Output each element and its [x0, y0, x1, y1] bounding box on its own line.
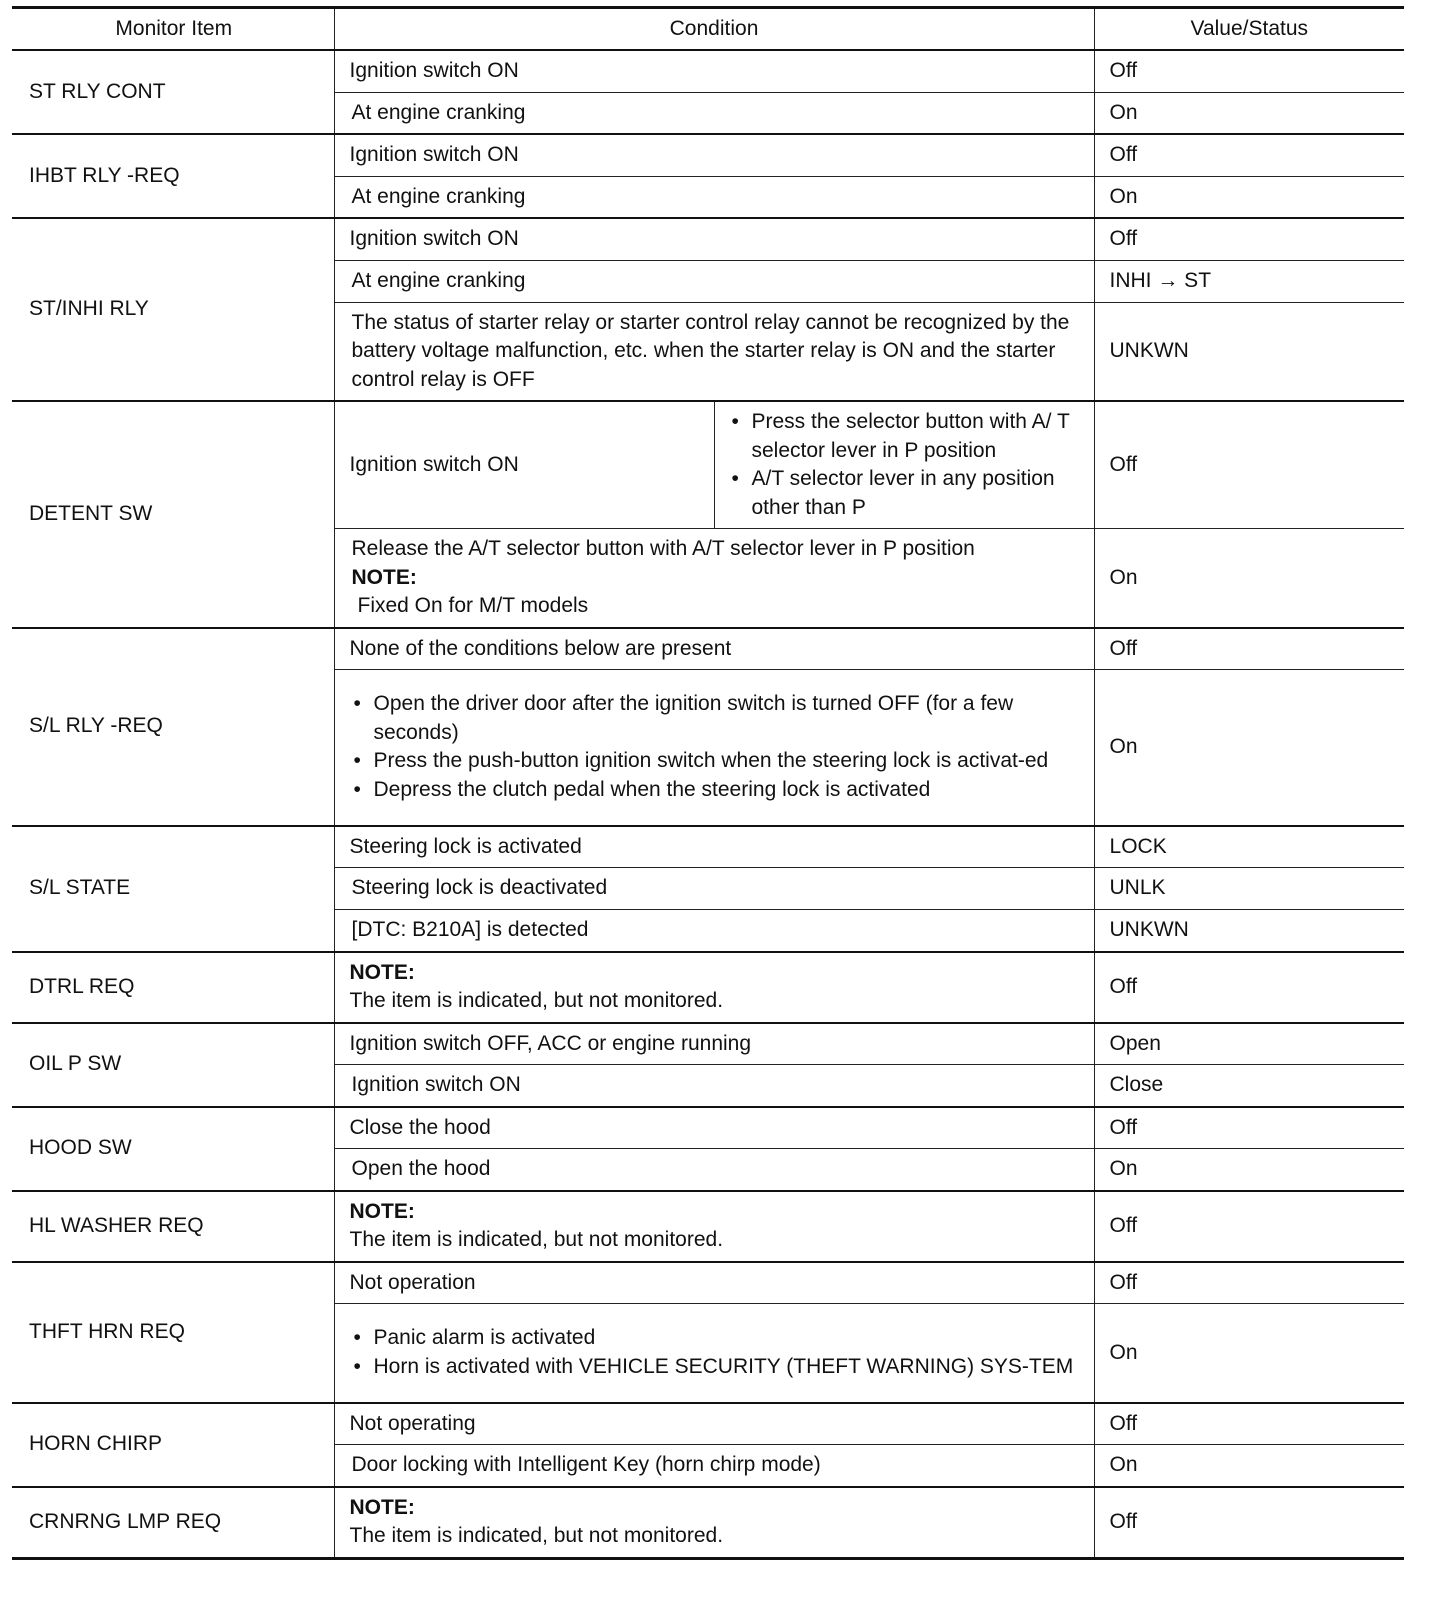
list-item: • Press the selector button with A/ T selector lever in P position	[730, 408, 1079, 465]
value-cell: Off	[1094, 1487, 1404, 1559]
condition-cell: Open the hood	[334, 1149, 1094, 1191]
value-cell: Close	[1094, 1065, 1404, 1107]
note-text: The item is indicated, but not monitored.	[349, 989, 724, 1012]
condition-cell: Door locking with Intelligent Key (horn chirp mode)	[334, 1445, 1094, 1487]
condition-cell: Ignition switch OFF, ACC or engine running	[334, 1023, 1094, 1065]
value-cell: On	[1094, 529, 1404, 628]
value-cell: Open	[1094, 1023, 1404, 1065]
table-row	[12, 1107, 1404, 1149]
monitor-item: S/L RLY -REQ	[12, 628, 334, 826]
group-thft-hrn-req	[12, 1262, 1404, 1403]
value-cell: Off	[1094, 628, 1404, 670]
value-cell: Off	[1094, 50, 1404, 92]
value-cell: Off	[1094, 1262, 1404, 1304]
bullet-list	[730, 408, 1079, 522]
monitor-item: S/L STATE	[12, 826, 334, 952]
note-label: NOTE:	[349, 960, 415, 984]
group-st-rly-cont	[12, 50, 1404, 134]
condition-cell: None of the conditions below are present	[334, 628, 1094, 670]
monitor-item: THFT HRN REQ	[12, 1262, 334, 1403]
value-cell: On	[1094, 1304, 1404, 1403]
value-cell: On	[1094, 1445, 1404, 1487]
table-row	[12, 826, 1404, 868]
condition-cell	[334, 1191, 1094, 1262]
value-cell: On	[1094, 92, 1404, 134]
header-row	[12, 8, 1404, 51]
table-row	[12, 401, 1404, 529]
condition-cell: Steering lock is activated	[334, 826, 1094, 868]
header-value-status: Value/Status	[1094, 8, 1404, 51]
condition-cell: The status of starter relay or starter control relay cannot be recognized by the battery voltage malfunction, etc. when the starter relay is ON and the starter control relay is OFF	[334, 302, 1094, 401]
bullet-list	[352, 690, 1079, 804]
list-item: • Open the driver door after the ignition switch is turned OFF (for a few seconds)	[352, 690, 1079, 747]
bullet-list	[352, 1324, 1079, 1381]
table-row	[12, 1403, 1404, 1445]
monitor-item: HOOD SW	[12, 1107, 334, 1191]
group-crnrng-lmp-req	[12, 1487, 1404, 1559]
condition-text: Release the A/T selector button with A/T selector lever in P position	[351, 537, 975, 560]
value-cell: UNLK	[1094, 868, 1404, 910]
condition-cell: At engine cranking	[334, 92, 1094, 134]
table-row	[12, 952, 1404, 1023]
list-item: • Press the push-button ignition switch when the steering lock is activat-ed	[352, 747, 1079, 776]
value-cell: Off	[1094, 218, 1404, 260]
value-cell: On	[1094, 670, 1404, 826]
group-hl-washer-req	[12, 1191, 1404, 1262]
group-horn-chirp	[12, 1403, 1404, 1487]
note-text: The item is indicated, but not monitored.	[349, 1228, 724, 1251]
note-text: The item is indicated, but not monitored.	[349, 1524, 724, 1547]
condition-cell	[334, 1487, 1094, 1559]
value-cell: Off	[1094, 952, 1404, 1023]
condition-cell: At engine cranking	[334, 176, 1094, 218]
group-sl-state	[12, 826, 1404, 952]
value-cell: Off	[1094, 1107, 1404, 1149]
monitor-item: DETENT SW	[12, 401, 334, 628]
condition-cell	[334, 529, 1094, 628]
monitor-item: ST RLY CONT	[12, 50, 334, 134]
group-hood-sw	[12, 1107, 1404, 1191]
monitor-item: HORN CHIRP	[12, 1403, 334, 1487]
value-cell: Off	[1094, 134, 1404, 176]
header-monitor-item: Monitor Item	[12, 8, 334, 51]
condition-cell: Ignition switch ON	[334, 50, 1094, 92]
list-item: • Panic alarm is activated	[352, 1324, 1079, 1353]
monitor-item: ST/INHI RLY	[12, 218, 334, 401]
value-cell: On	[1094, 176, 1404, 218]
table-row	[12, 1023, 1404, 1065]
note-label: NOTE:	[349, 1199, 415, 1223]
table-row	[12, 50, 1404, 92]
condition-detail-cell	[714, 401, 1094, 529]
table-row	[12, 1487, 1404, 1559]
table-row	[12, 134, 1404, 176]
value-cell: Off	[1094, 401, 1404, 529]
monitor-table	[12, 6, 1404, 1560]
condition-cell: Close the hood	[334, 1107, 1094, 1149]
table-row	[12, 1191, 1404, 1262]
header-condition: Condition	[334, 8, 1094, 51]
condition-cell: Ignition switch ON	[334, 1065, 1094, 1107]
condition-cell: Not operating	[334, 1403, 1094, 1445]
value-cell: UNKWN	[1094, 302, 1404, 401]
group-detent-sw	[12, 401, 1404, 628]
list-item: • Horn is activated with VEHICLE SECURITY (THEFT WARNING) SYS-TEM	[352, 1353, 1079, 1382]
monitor-item: IHBT RLY -REQ	[12, 134, 334, 218]
condition-cell: Ignition switch ON	[334, 401, 714, 529]
list-item: • A/T selector lever in any position other than P	[730, 465, 1079, 522]
condition-cell: Ignition switch ON	[334, 134, 1094, 176]
monitor-item: DTRL REQ	[12, 952, 334, 1023]
condition-cell: [DTC: B210A] is detected	[334, 910, 1094, 952]
group-dtrl-req	[12, 952, 1404, 1023]
note-label: NOTE:	[349, 1495, 415, 1519]
table-row	[12, 628, 1404, 670]
note-label: NOTE:	[351, 565, 417, 589]
condition-cell	[334, 952, 1094, 1023]
note-text: Fixed On for M/T models	[357, 594, 589, 617]
value-cell: INHI → ST	[1094, 260, 1404, 302]
value-cell: LOCK	[1094, 826, 1404, 868]
group-st-inhi-rly	[12, 218, 1404, 401]
condition-detail-cell	[334, 1304, 1094, 1403]
condition-cell: Ignition switch ON	[334, 218, 1094, 260]
condition-cell: Steering lock is deactivated	[334, 868, 1094, 910]
value-cell: Off	[1094, 1191, 1404, 1262]
group-oil-p-sw	[12, 1023, 1404, 1107]
value-cell: On	[1094, 1149, 1404, 1191]
group-ihbt-rly-req	[12, 134, 1404, 218]
monitor-item: HL WASHER REQ	[12, 1191, 334, 1262]
table-row	[12, 1262, 1404, 1304]
condition-detail-cell	[334, 670, 1094, 826]
condition-cell: Not operation	[334, 1262, 1094, 1304]
value-cell: Off	[1094, 1403, 1404, 1445]
group-sl-rly-req	[12, 628, 1404, 826]
table-row	[12, 218, 1404, 260]
condition-cell: At engine cranking	[334, 260, 1094, 302]
monitor-item: OIL P SW	[12, 1023, 334, 1107]
list-item: • Depress the clutch pedal when the steering lock is activated	[352, 776, 1079, 805]
value-cell: UNKWN	[1094, 910, 1404, 952]
monitor-item: CRNRNG LMP REQ	[12, 1487, 334, 1559]
